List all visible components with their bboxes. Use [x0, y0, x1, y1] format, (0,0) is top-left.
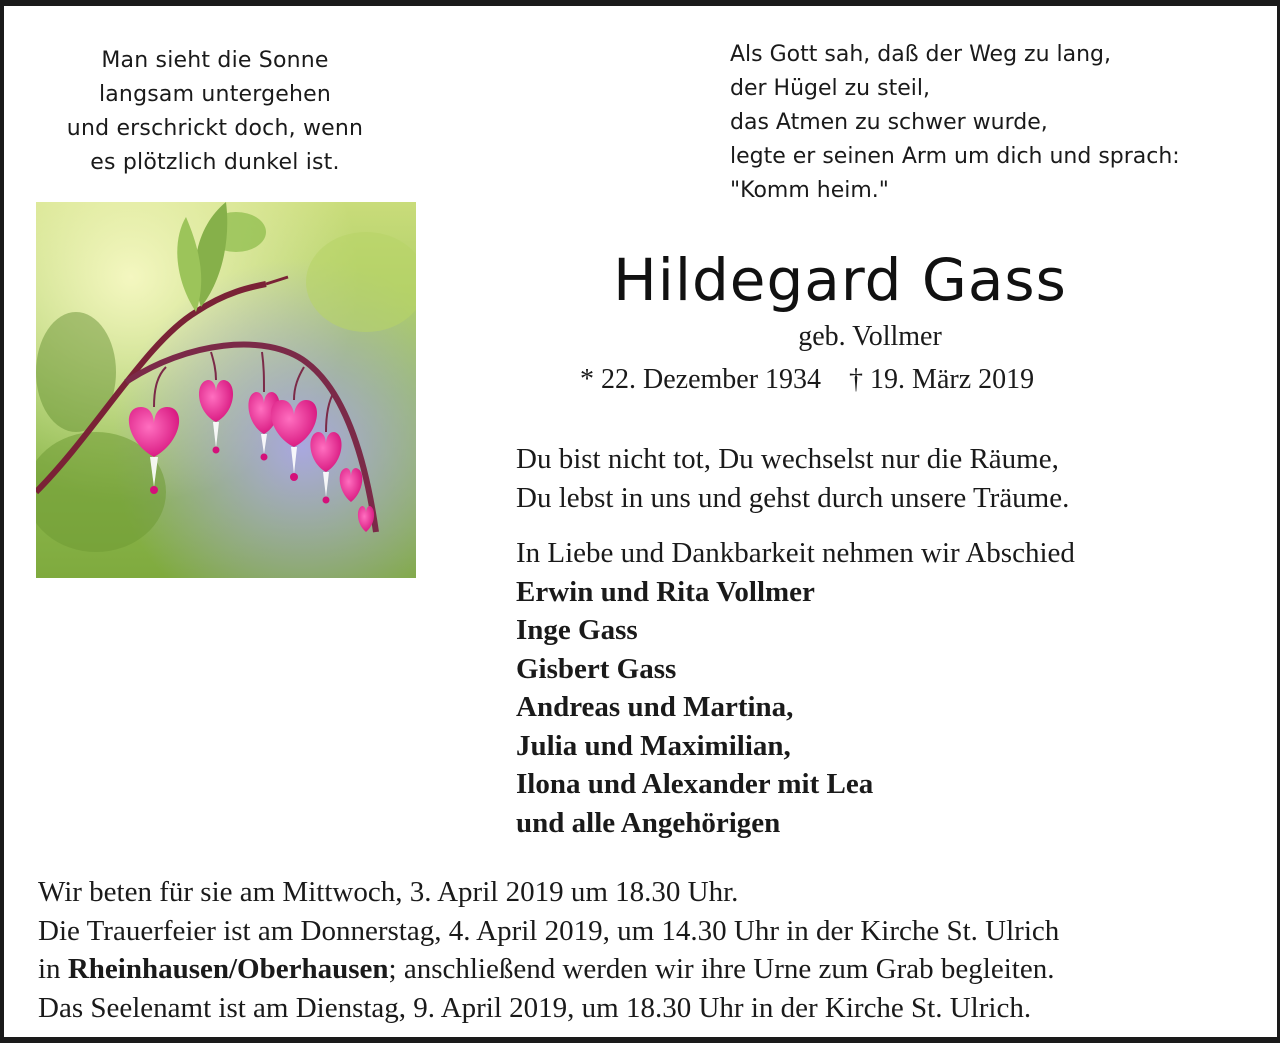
burial-suffix: ; anschließend werden wir ihre Urne zum Grab begleiten. — [388, 953, 1055, 985]
poem-left-line: und erschrickt doch, wenn — [66, 116, 364, 141]
service-details — [38, 873, 1268, 1027]
mourner-name: Erwin und Rita Vollmer — [516, 575, 815, 608]
burial-prefix: in — [38, 953, 68, 985]
deceased-name: Hildegard Gass — [613, 246, 1067, 314]
poem-left — [40, 44, 390, 180]
mourner-name: Julia und Maximilian, — [516, 729, 791, 762]
mourners-block — [516, 534, 1075, 842]
life-dates — [580, 363, 1120, 397]
poem-right-line: "Komm heim." — [730, 178, 889, 203]
mourner-name: und alle Angehörigen — [516, 806, 781, 839]
poem-right-line: Als Gott sah, daß der Weg zu lang, — [730, 42, 1112, 67]
flower-illustration — [36, 202, 416, 578]
mourner-name: Andreas und Martina, — [516, 691, 794, 723]
poem-left-line: es plötzlich dunkel ist. — [90, 150, 340, 175]
poem-left-line: Man sieht die Sonne — [101, 48, 329, 73]
poem-right-line: legte er seinen Arm um dich und sprach: — [730, 144, 1180, 169]
mourner-name: Gisbert Gass — [516, 652, 677, 685]
mourner-name: Ilona und Alexander mit Lea — [516, 768, 874, 800]
burial-info — [38, 950, 1268, 989]
poem-right — [730, 38, 1270, 208]
burial-place: Rheinhausen/Oberhausen — [67, 953, 389, 985]
bleeding-heart-flower-photo — [36, 202, 416, 578]
funeral-info: Die Trauerfeier ist am Donnerstag, 4. April 2019, um 14.30 Uhr in der Kirche St. Ulrich — [38, 914, 1060, 947]
poem-right-line: der Hügel zu steil, — [730, 76, 930, 101]
quote-line: Du lebst in uns und gehst durch unsere Träume. — [516, 481, 1070, 514]
mourner-name: Inge Gass — [516, 614, 638, 646]
quote-line: Du bist nicht tot, Du wechselst nur die Räume, — [516, 443, 1059, 475]
prayer-info: Wir beten für sie am Mittwoch, 3. April 2019 um 18.30 Uhr. — [38, 876, 739, 908]
requiem-info: Das Seelenamt ist am Dienstag, 9. April 2019, um 18.30 Uhr in der Kirche St. Ulrich. — [38, 991, 1032, 1024]
death-date: † 19. März 2019 — [849, 364, 1035, 395]
poem-right-line: das Atmen zu schwer wurde, — [730, 110, 1048, 135]
birth-date: * 22. Dezember 1934 — [580, 364, 822, 395]
birth-name: geb. Vollmer — [798, 321, 942, 352]
poem-left-line: langsam untergehen — [98, 82, 332, 107]
farewell-intro: In Liebe und Dankbarkeit nehmen wir Abschied — [516, 537, 1075, 569]
memorial-quote — [516, 440, 1069, 517]
